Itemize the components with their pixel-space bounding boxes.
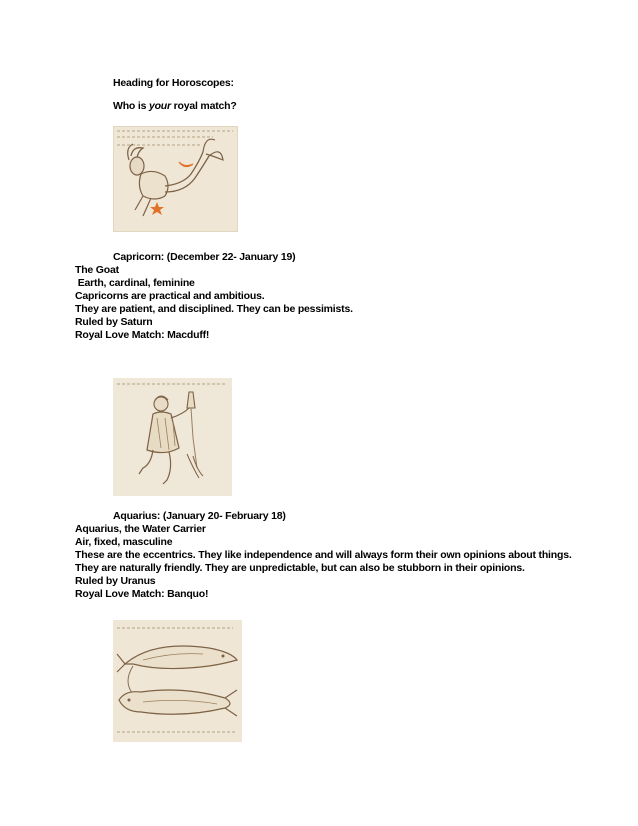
capricorn-title: Capricorn: (December 22- January 19) [113, 251, 296, 263]
capricorn-line: Ruled by Saturn [75, 316, 153, 328]
page-heading: Heading for Horoscopes: [113, 77, 234, 89]
capricorn-line: The Goat [75, 264, 119, 276]
aquarius-line: These are the eccentrics. They like independence and will always form their own opinions about things. [75, 549, 572, 561]
aquarius-water-carrier-illustration [113, 378, 232, 496]
aquarius-line: Ruled by Uranus [75, 575, 156, 587]
pisces-two-fish-illustration [113, 620, 242, 742]
capricorn-line: They are patient, and disciplined. They can be pessimists. [75, 303, 353, 315]
aquarius-royal-match: Royal Love Match: Banquo! [75, 588, 209, 600]
page-subheading: Who is your royal match? [113, 100, 237, 112]
aquarius-line: Air, fixed, masculine [75, 536, 173, 548]
capricorn-line: Earth, cardinal, feminine [75, 277, 195, 289]
aquarius-title: Aquarius: (January 20- February 18) [113, 510, 286, 522]
capricorn-royal-match: Royal Love Match: Macduff! [75, 329, 210, 341]
capricorn-sea-goat-illustration [113, 126, 238, 232]
aquarius-line: Aquarius, the Water Carrier [75, 523, 206, 535]
capricorn-line: Capricorns are practical and ambitious. [75, 290, 265, 302]
aquarius-line: They are naturally friendly. They are unpredictable, but can also be stubborn in their opinions. [75, 562, 525, 574]
